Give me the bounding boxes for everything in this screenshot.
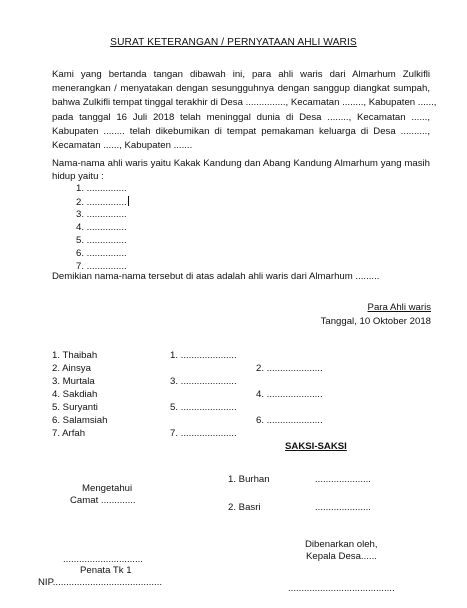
heirs-intro xyxy=(52,157,430,183)
heir-blank-item: 2. ............... xyxy=(76,197,127,208)
place-date: Tanggal, 10 Oktober 2018 xyxy=(320,316,431,327)
known-by-label: Mengetahui xyxy=(82,483,133,494)
intro-line: bahwa Zulkifli tempat tinggal terakhir di Desa ..............., Kecamatan ........, Kabupaten ......, xyxy=(52,97,437,109)
witness-name: 1. Burhan xyxy=(228,474,270,485)
signature-line: 1. ..................... xyxy=(170,350,237,361)
village-head-label: Kepala Desa...... xyxy=(306,551,377,562)
witness-heading: SAKSI-SAKSI xyxy=(285,441,347,452)
intro-line: Kami yang bertanda tangan dibawah ini, para ahli waris dari Almarhum Zulkifli xyxy=(52,69,430,80)
intro-paragraph xyxy=(52,68,437,153)
heir-name: 5. Suryanti xyxy=(52,402,98,413)
heir-blank-item: 7. ............... xyxy=(76,261,127,272)
witness-signature-line: ..................... xyxy=(315,502,371,513)
text-cursor xyxy=(128,196,129,206)
rank-label: Penata Tk 1 xyxy=(80,565,132,576)
witness-signature-line: ..................... xyxy=(315,474,371,485)
heir-name: 3. Murtala xyxy=(52,376,95,387)
signature-line: 6. ..................... xyxy=(256,415,323,426)
signature-line: 4. ..................... xyxy=(256,389,323,400)
heirs-intro-line: hidup yaitu : xyxy=(52,171,104,183)
signature-line: 7. ..................... xyxy=(170,428,237,439)
intro-line: Kecamatan ......, Kabupaten ....... xyxy=(52,140,193,152)
heir-name: 1. Thaibah xyxy=(52,350,98,361)
signature-line: 2. ..................... xyxy=(256,363,323,374)
camat-label: Camat ............. xyxy=(70,495,136,506)
heir-name: 4. Sakdiah xyxy=(52,389,98,400)
heir-blank-item: 3. ............... xyxy=(76,209,127,220)
heir-name: 7. Arfah xyxy=(52,428,86,439)
heir-name: 6. Salamsiah xyxy=(52,415,108,426)
closing-statement: Demikian nama-nama tersebut di atas adalah ahli waris dari Almarhum ......... xyxy=(52,271,380,282)
verified-by-label: Dibenarkan oleh, xyxy=(305,539,378,550)
heirs-intro-line: Nama-nama ahli waris yaitu Kakak Kandung dan Abang Kandung Almarhum yang masih xyxy=(52,158,430,169)
document-title: SURAT KETERANGAN / PERNYATAAN AHLI WARIS xyxy=(110,37,357,48)
heir-blank-item: 1. ............... xyxy=(76,183,127,194)
witness-name: 2. Basri xyxy=(228,502,261,513)
signers-label: Para Ahli waris xyxy=(367,302,431,313)
heir-blank-item: 5. ............... xyxy=(76,235,127,246)
camat-name-line: .............................. xyxy=(63,554,143,565)
heir-name: 2. Ainsya xyxy=(52,363,91,374)
heir-blank-item: 6. ............... xyxy=(76,248,127,259)
intro-line: pada tanggal 16 Juli 2018 telah meninggal dunia di Desa ........, Kecamatan ......, xyxy=(52,111,430,123)
intro-line: menerangkan / menyatakan dengan sesungguhnya dengan sanggup diangkat sumpah, xyxy=(52,83,430,95)
nip-line: NIP......................................... xyxy=(38,577,163,588)
heir-blank-item: 4. ............... xyxy=(76,222,127,233)
signature-line: 5. ..................... xyxy=(170,402,237,413)
village-head-name-line: ........................................ xyxy=(288,583,395,594)
intro-line: Kabupaten ........ telah dikebumikan di tempat pemakaman keluarga di Desa .........., xyxy=(52,125,430,137)
signature-line: 3. ..................... xyxy=(170,376,237,387)
